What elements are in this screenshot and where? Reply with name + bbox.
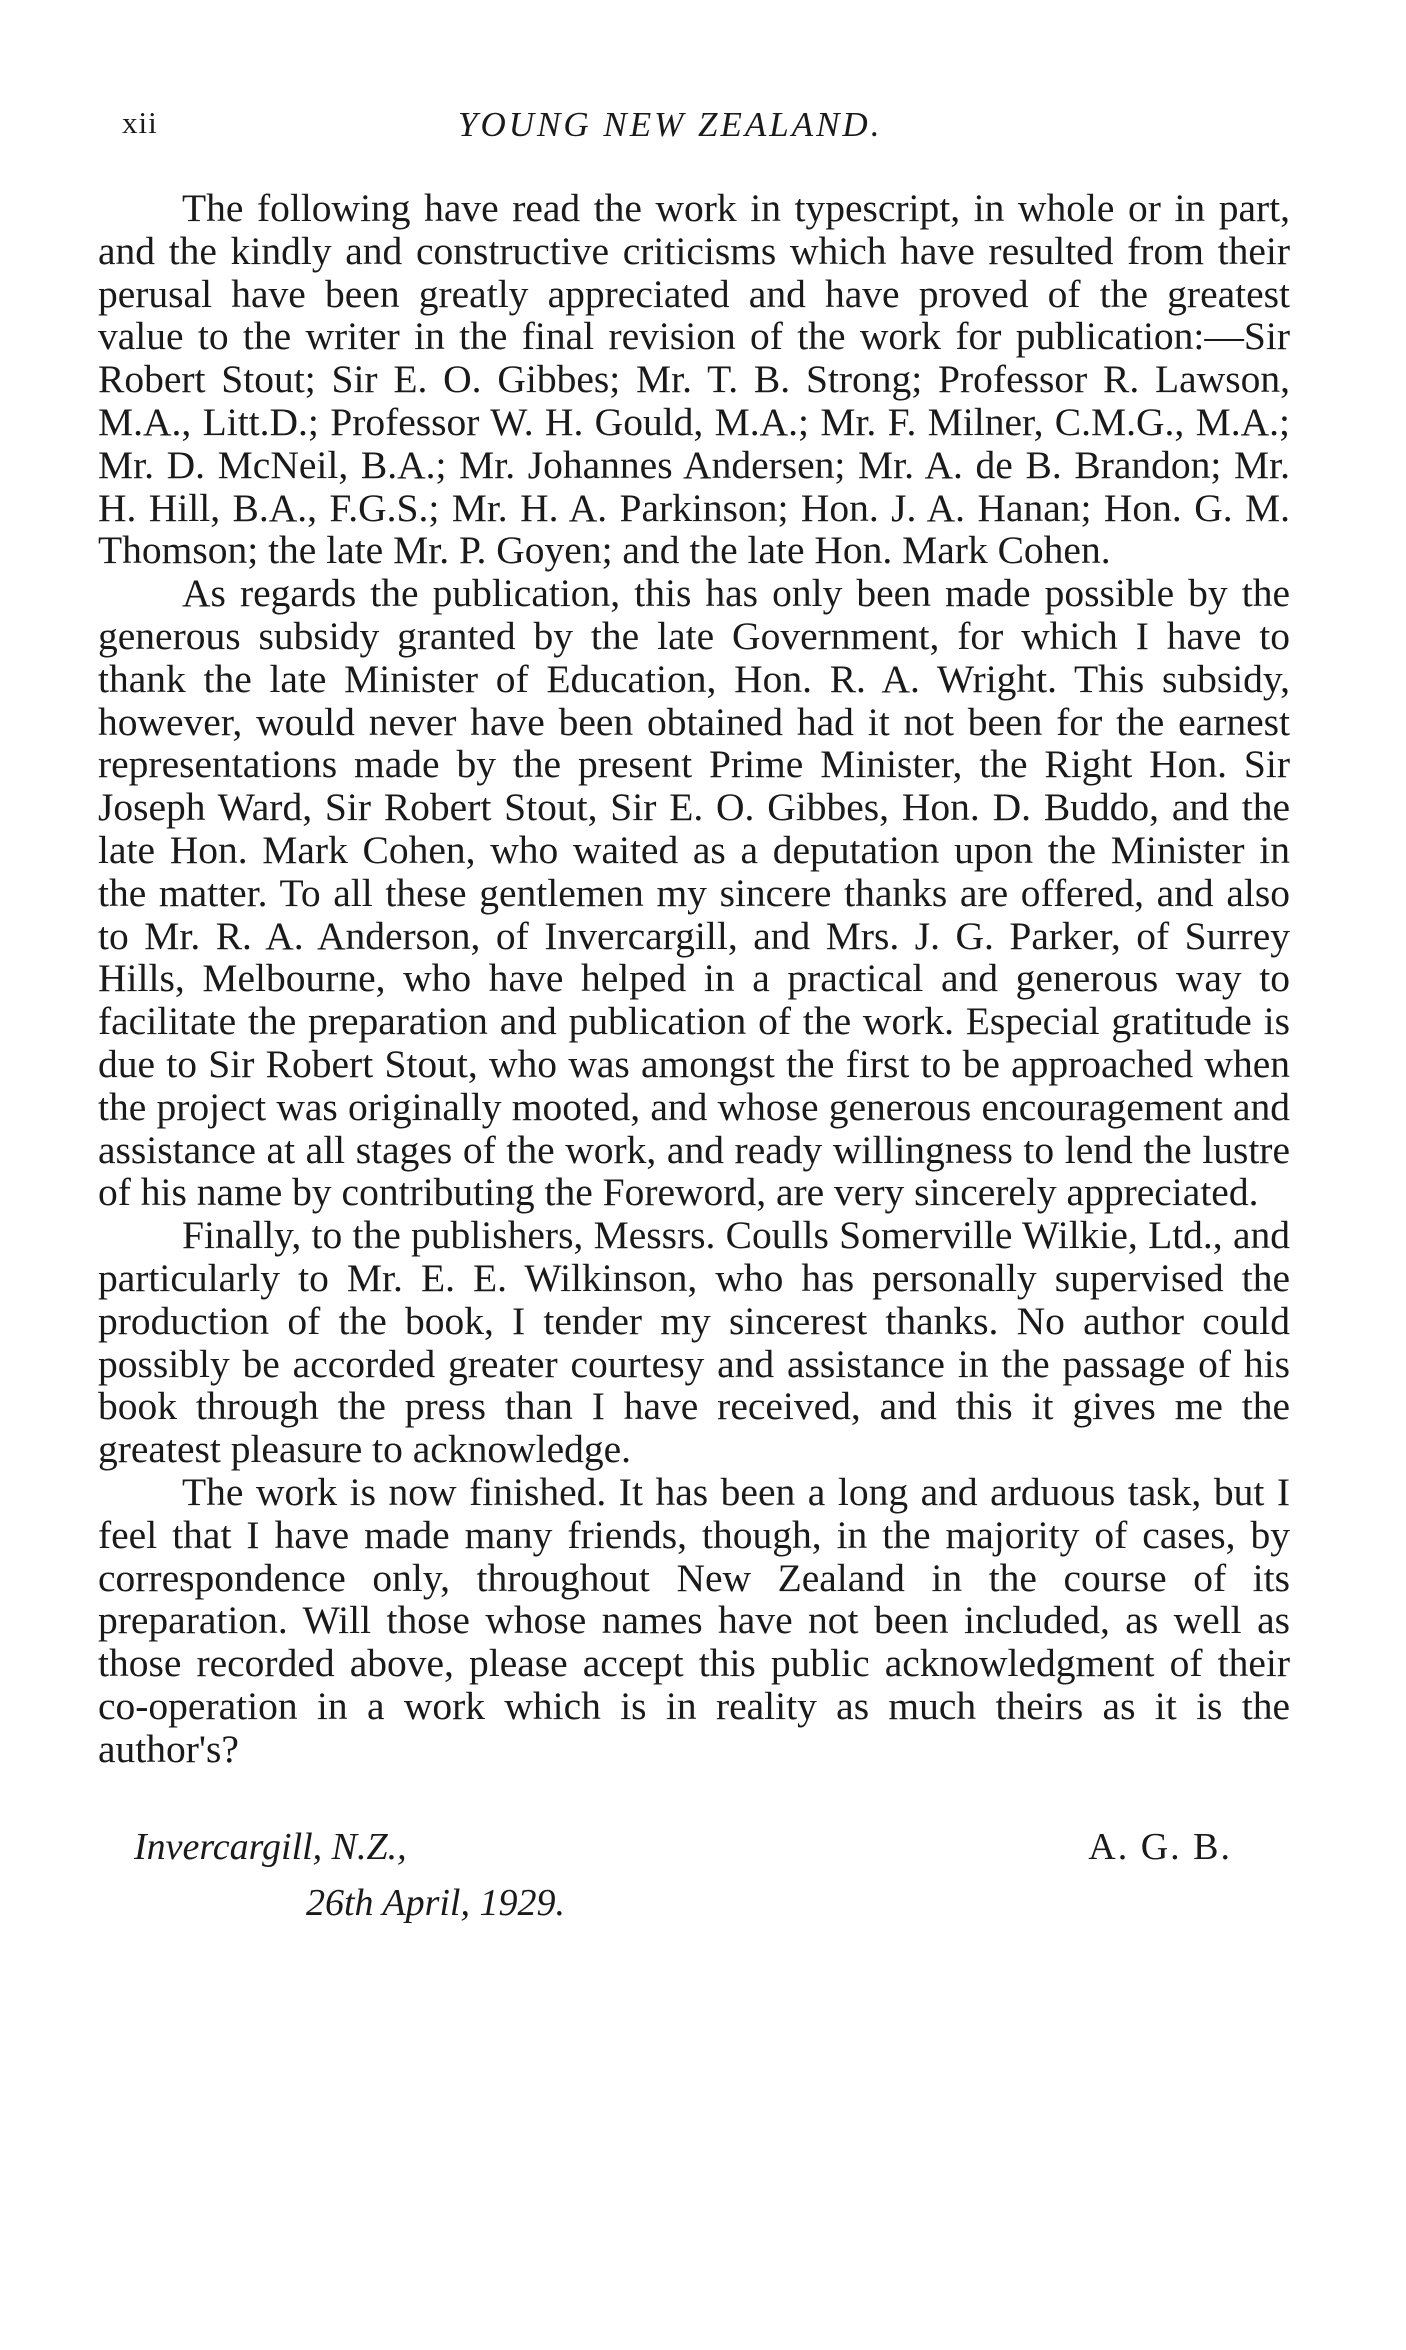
paragraph-publishers: Finally, to the publishers, Messrs. Coulls Somerville Wilkie, Ltd., and particularly to Mr. E. E. Wilkinson, who has personally supervised the production of the book, I tender my sincerest thanks. No author could possibly be accorded greater courtesy and assistance in the passage of his book through the press than I have received, and this it gives me the greatest pleasure to acknowledge. — [98, 1213, 1290, 1472]
running-title: YOUNG NEW ZEALAND. — [458, 105, 883, 144]
signoff — [98, 1825, 1290, 1965]
paragraph-readers: The following have read the work in typescript, in whole or in part, and the kindly and constructive criticisms which have resulted from their perusal have been greatly appreciated and have proved of the greatest value to the writer in the final revision of the work for publication:—Sir Robert Stout; Sir E. O. Gibbes; Mr. T. B. Strong; Professor R. Lawson, M.A., Litt.D.; Professor W. H. Gould, M.A.; Mr. F. Milner, C.M.G., M.A.; Mr. D. McNeil, B.A.; Mr. Johannes Andersen; Mr. A. de B. Brandon; Mr. H. Hill, B.A., F.G.S.; Mr. H. A. Parkinson; Hon. J. A. Hanan; Hon. G. M. Thomson; the late Mr. P. Goyen; and the late Hon. Mark Cohen. — [98, 186, 1290, 573]
body-text — [98, 187, 1290, 1770]
running-head — [98, 105, 1290, 165]
paragraph-closing: The work is now finished. It has been a long and arduous task, but I feel that I have made many friends, though, in the majority of cases, by correspondence only, throughout New Zealand in the course of its preparation. Will those whose names have not been included, as well as those recorded above, please accept this public acknowledgment of their co-operation in a work which is in reality as much theirs as it is the author's? — [98, 1469, 1290, 1771]
signoff-date: 26th April, 1929. — [306, 1882, 565, 1925]
paragraph-publication: As regards the publication, this has only been made possible by the generous subsidy granted by the late Government, for which I have to thank the late Minister of Education, Hon. R. A. Wright. This subsidy, however, would never have been obtained had it not been for the earnest representations made by the present Prime Minister, the Right Hon. Sir Joseph Ward, Sir Robert Stout, Sir E. O. Gibbes, Hon. D. Buddo, and the late Hon. Mark Cohen, who waited as a deputation upon the Minister in the matter. To all these gentlemen my sincere thanks are offered, and also to Mr. R. A. Anderson, of Invercargill, and Mrs. J. G. Parker, of Surrey Hills, Melbourne, who have helped in a practical and generous way to facilitate the preparation and publication of the work. Especial gratitude is due to Sir Robert Stout, who was amongst the first to be approached when the project was originally mooted, and whose generous encouragement and assistance at all stages of the work, and ready willingness to lend the lustre of his name by contributing the Foreword, are very sincerely appreciated. — [98, 571, 1290, 1215]
signoff-place: Invercargill, N.Z., — [134, 1826, 407, 1869]
book-page — [98, 105, 1290, 1965]
author-initials: A. G. B. — [1088, 1826, 1232, 1869]
page-number: xii — [122, 105, 158, 140]
